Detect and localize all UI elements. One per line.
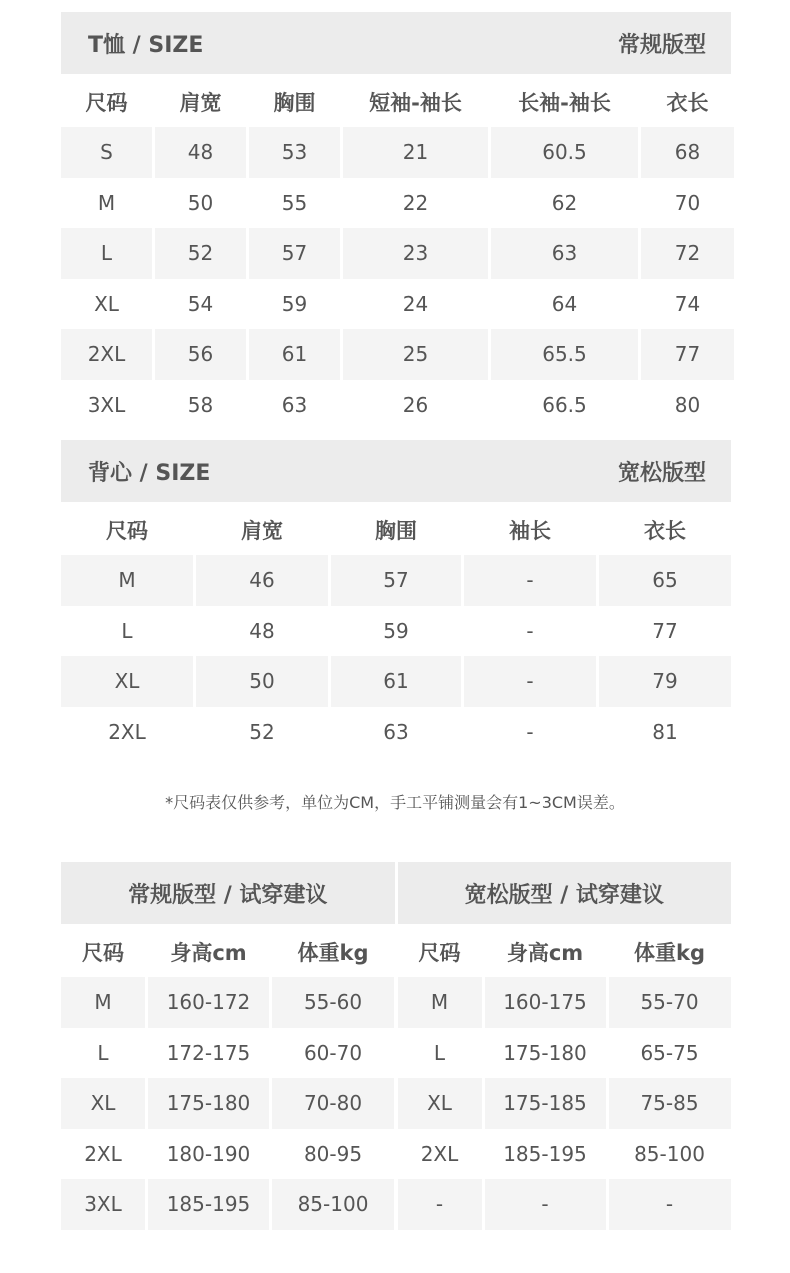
tshirt-row-3-cell: 64 xyxy=(491,279,638,330)
tshirt-row-4-cell: 25 xyxy=(343,329,488,380)
tshirt-row-1-cell: 62 xyxy=(491,178,638,229)
vest-fit: 宽松版型 xyxy=(617,460,706,486)
vest-row-3-cell: 63 xyxy=(331,707,461,758)
tshirt-row-2-cell: 57 xyxy=(249,228,340,279)
tshirt-row-0-cell: S xyxy=(61,127,152,178)
loose-fit-table xyxy=(398,927,732,1230)
vest-row-1-cell: 77 xyxy=(599,606,731,657)
regular-row-1-cell: 172-175 xyxy=(148,1028,269,1079)
regular-row-2-cell: XL xyxy=(61,1078,145,1129)
regular-header-cell: 尺码 xyxy=(61,927,145,977)
loose-row-3-cell: 2XL xyxy=(398,1129,482,1180)
tshirt-header-cell: 短袖-袖长 xyxy=(343,77,488,127)
vest-title: 背心 / SIZE xyxy=(88,460,211,486)
regular-fit-table xyxy=(61,927,395,1230)
tshirt-row-1-cell: 70 xyxy=(641,178,734,229)
regular-fit-title: 常规版型 / 试穿建议 xyxy=(61,862,395,924)
regular-row-4-cell: 85-100 xyxy=(272,1179,394,1230)
vest-row-2-cell: 79 xyxy=(599,656,731,707)
tshirt-row-2-cell: 23 xyxy=(343,228,488,279)
vest-row-3-cell: 52 xyxy=(196,707,328,758)
vest-header-cell: 尺码 xyxy=(61,505,193,555)
loose-row-1-cell: L xyxy=(398,1028,482,1079)
tshirt-header-cell: 尺码 xyxy=(61,77,152,127)
loose-header-cell: 体重kg xyxy=(609,927,731,977)
tshirt-row-0-cell: 48 xyxy=(155,127,246,178)
vest-title-bar xyxy=(61,440,731,502)
vest-header-cell: 肩宽 xyxy=(196,505,328,555)
loose-row-4-cell: - xyxy=(398,1179,482,1230)
regular-row-0-cell: 160-172 xyxy=(148,977,269,1028)
tshirt-row-2-cell: 63 xyxy=(491,228,638,279)
loose-row-2-cell: 175-185 xyxy=(485,1078,606,1129)
loose-row-3-cell: 185-195 xyxy=(485,1129,606,1180)
tshirt-row-1-cell: 50 xyxy=(155,178,246,229)
tshirt-row-2-cell: L xyxy=(61,228,152,279)
tshirt-title: T恤 / SIZE xyxy=(88,32,204,58)
vest-row-3-cell: 81 xyxy=(599,707,731,758)
loose-fit-block xyxy=(398,862,732,1230)
tshirt-fit: 常规版型 xyxy=(617,32,706,58)
regular-row-0-cell: 55-60 xyxy=(272,977,394,1028)
tshirt-row-4-cell: 77 xyxy=(641,329,734,380)
tshirt-row-5-cell: 80 xyxy=(641,380,734,431)
regular-row-3-cell: 80-95 xyxy=(272,1129,394,1180)
tshirt-row-3-cell: 24 xyxy=(343,279,488,330)
loose-row-0-cell: 160-175 xyxy=(485,977,606,1028)
tshirt-size-table xyxy=(61,77,731,430)
tshirt-title-bar xyxy=(61,12,731,74)
tshirt-row-0-cell: 60.5 xyxy=(491,127,638,178)
tshirt-header-cell: 长袖-袖长 xyxy=(491,77,638,127)
tshirt-row-1-cell: M xyxy=(61,178,152,229)
tshirt-row-4-cell: 56 xyxy=(155,329,246,380)
loose-row-3-cell: 85-100 xyxy=(609,1129,731,1180)
vest-size-table xyxy=(61,505,731,757)
vest-header-cell: 袖长 xyxy=(464,505,596,555)
loose-row-4-cell: - xyxy=(485,1179,606,1230)
tshirt-row-5-cell: 66.5 xyxy=(491,380,638,431)
vest-row-1-cell: 48 xyxy=(196,606,328,657)
tshirt-row-4-cell: 65.5 xyxy=(491,329,638,380)
vest-header-cell: 胸围 xyxy=(331,505,461,555)
tshirt-row-0-cell: 68 xyxy=(641,127,734,178)
regular-row-0-cell: M xyxy=(61,977,145,1028)
tshirt-row-4-cell: 61 xyxy=(249,329,340,380)
regular-fit-block xyxy=(61,862,395,1230)
tshirt-row-2-cell: 52 xyxy=(155,228,246,279)
loose-header-cell: 身高cm xyxy=(485,927,606,977)
tshirt-header-cell: 胸围 xyxy=(249,77,340,127)
vest-size-panel xyxy=(61,440,731,757)
fit-recommendation xyxy=(61,862,731,1230)
tshirt-row-5-cell: 3XL xyxy=(61,380,152,431)
tshirt-row-4-cell: 2XL xyxy=(61,329,152,380)
vest-row-3-cell: - xyxy=(464,707,596,758)
tshirt-row-3-cell: 54 xyxy=(155,279,246,330)
loose-row-0-cell: M xyxy=(398,977,482,1028)
tshirt-row-1-cell: 55 xyxy=(249,178,340,229)
regular-row-3-cell: 2XL xyxy=(61,1129,145,1180)
tshirt-header-cell: 衣长 xyxy=(641,77,734,127)
regular-row-3-cell: 180-190 xyxy=(148,1129,269,1180)
tshirt-row-5-cell: 58 xyxy=(155,380,246,431)
regular-row-4-cell: 3XL xyxy=(61,1179,145,1230)
vest-row-3-cell: 2XL xyxy=(61,707,193,758)
vest-row-2-cell: - xyxy=(464,656,596,707)
regular-header-cell: 身高cm xyxy=(148,927,269,977)
vest-row-0-cell: 65 xyxy=(599,555,731,606)
vest-row-0-cell: M xyxy=(61,555,193,606)
tshirt-row-5-cell: 26 xyxy=(343,380,488,431)
tshirt-size-panel xyxy=(61,12,731,430)
vest-header-cell: 衣长 xyxy=(599,505,731,555)
tshirt-row-3-cell: 74 xyxy=(641,279,734,330)
loose-row-1-cell: 65-75 xyxy=(609,1028,731,1079)
vest-row-2-cell: 61 xyxy=(331,656,461,707)
loose-row-2-cell: 75-85 xyxy=(609,1078,731,1129)
regular-row-2-cell: 70-80 xyxy=(272,1078,394,1129)
regular-row-2-cell: 175-180 xyxy=(148,1078,269,1129)
regular-row-1-cell: 60-70 xyxy=(272,1028,394,1079)
regular-row-1-cell: L xyxy=(61,1028,145,1079)
regular-header-cell: 体重kg xyxy=(272,927,394,977)
loose-row-0-cell: 55-70 xyxy=(609,977,731,1028)
tshirt-row-1-cell: 22 xyxy=(343,178,488,229)
loose-row-1-cell: 175-180 xyxy=(485,1028,606,1079)
tshirt-row-3-cell: 59 xyxy=(249,279,340,330)
vest-row-1-cell: L xyxy=(61,606,193,657)
regular-row-4-cell: 185-195 xyxy=(148,1179,269,1230)
vest-row-2-cell: XL xyxy=(61,656,193,707)
loose-row-4-cell: - xyxy=(609,1179,731,1230)
vest-row-2-cell: 50 xyxy=(196,656,328,707)
tshirt-header-cell: 肩宽 xyxy=(155,77,246,127)
measurement-note: *尺码表仅供参考，单位为CM，手工平铺测量会有1~3CM误差。 xyxy=(165,793,625,812)
loose-header-cell: 尺码 xyxy=(398,927,482,977)
tshirt-row-5-cell: 63 xyxy=(249,380,340,431)
tshirt-row-3-cell: XL xyxy=(61,279,152,330)
tshirt-row-0-cell: 53 xyxy=(249,127,340,178)
vest-row-0-cell: - xyxy=(464,555,596,606)
vest-row-0-cell: 46 xyxy=(196,555,328,606)
vest-row-0-cell: 57 xyxy=(331,555,461,606)
loose-row-2-cell: XL xyxy=(398,1078,482,1129)
vest-row-1-cell: - xyxy=(464,606,596,657)
tshirt-row-2-cell: 72 xyxy=(641,228,734,279)
loose-fit-title: 宽松版型 / 试穿建议 xyxy=(398,862,732,924)
tshirt-row-0-cell: 21 xyxy=(343,127,488,178)
vest-row-1-cell: 59 xyxy=(331,606,461,657)
